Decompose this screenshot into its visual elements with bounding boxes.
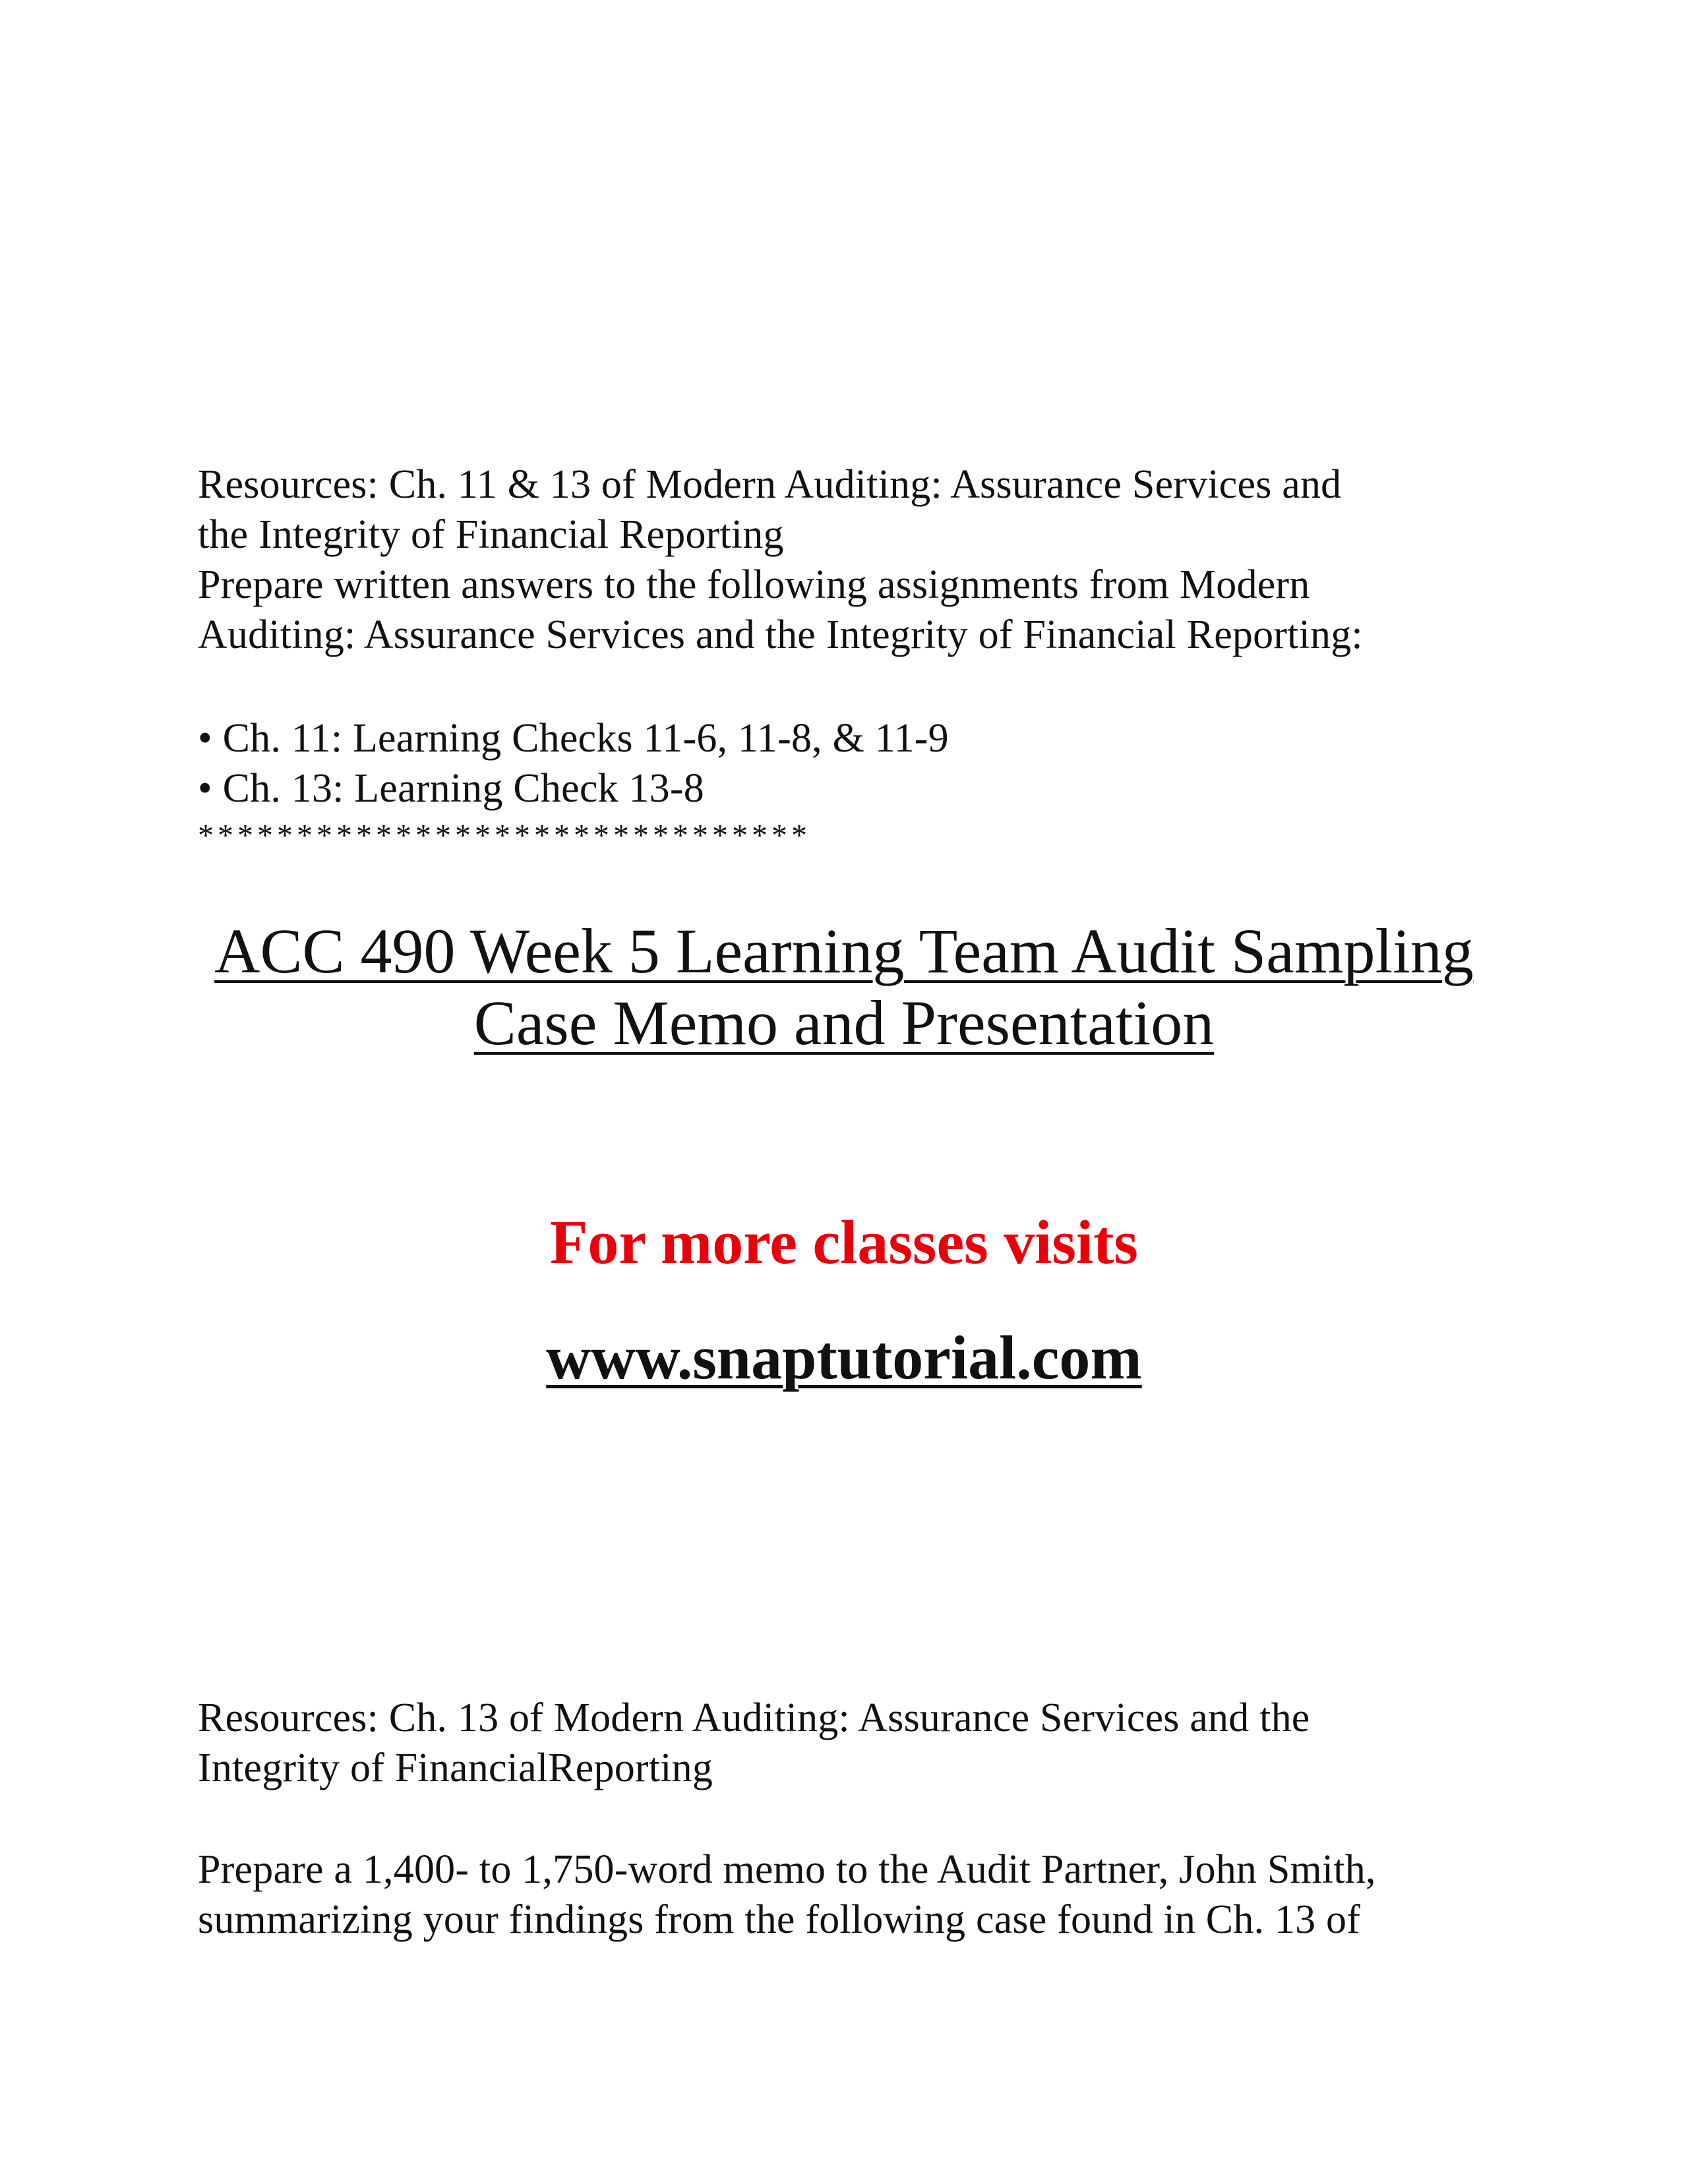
prepare-line-1: Prepare written answers to the following assignments from Modern (198, 562, 1310, 607)
prepare-line-2: Auditing: Assurance Services and the Integrity of Financial Reporting: (198, 612, 1363, 657)
promo-link[interactable]: www.snaptutorial.com (546, 1324, 1142, 1392)
promo-text: For more classes visits (550, 1208, 1138, 1277)
memo-line-1: Prepare a 1,400- to 1,750-word memo to the Audit Partner, John Smith, (198, 1847, 1376, 1892)
page-title-line-1: ACC 490 Week 5 Learning Team Audit Sampling (214, 916, 1474, 986)
bullet-item-ch11: • Ch. 11: Learning Checks 11-6, 11-8, & 11-9 (198, 716, 949, 761)
resources-line-1: Resources: Ch. 11 & 13 of Modern Auditing: Assurance Services and (198, 462, 1342, 507)
memo-line-2: summarizing your findings from the following case found in Ch. 13 of (198, 1897, 1361, 1942)
resources-2-line-2: Integrity of FinancialReporting (198, 1746, 713, 1790)
page-title-line-2: Case Memo and Presentation (473, 988, 1215, 1058)
resources-line-2: the Integrity of Financial Reporting (198, 512, 784, 557)
separator-stars: ******************************* (198, 818, 811, 853)
bullet-item-ch13: • Ch. 13: Learning Check 13-8 (198, 766, 704, 811)
resources-2-line-1: Resources: Ch. 13 of Modern Auditing: Assurance Services and the (198, 1696, 1310, 1740)
